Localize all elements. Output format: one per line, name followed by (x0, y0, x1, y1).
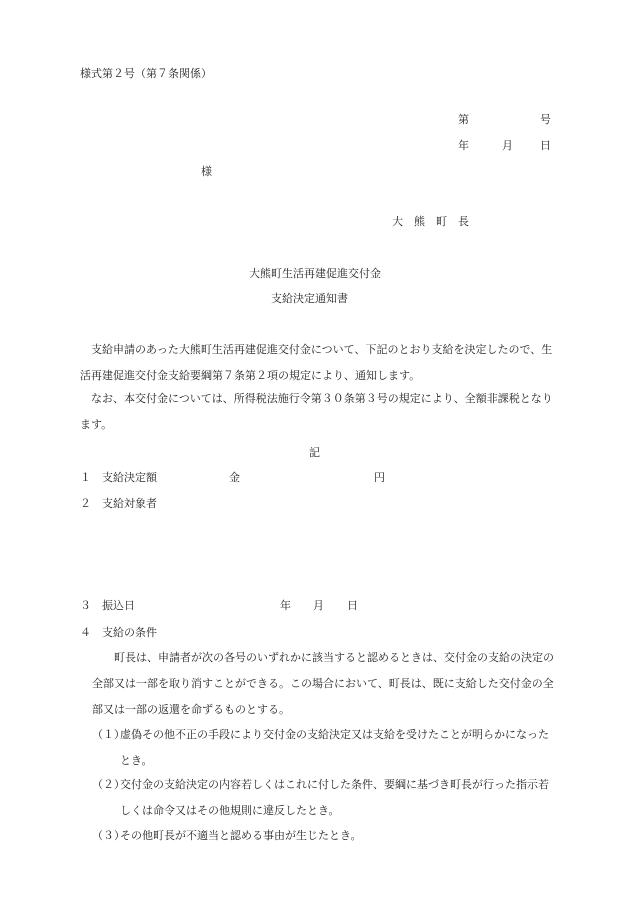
condition-3-text: その他町長が不適当と認める事由が生じたとき。 (120, 829, 362, 842)
date-day: 日 (540, 139, 551, 152)
item-1-label: １ 支給決定額 (80, 471, 157, 484)
condition-1-text: 虚偽その他不正の手段により交付金の支給決定又は支給を受けたことが明らかになったとき。 (120, 728, 549, 767)
body-paragraph-1: 支給申請のあった大熊町生活再建促進交付金について、下記のとおり支給を決定したので、生活再建促進交付金支給要綱第７条第２項の規定により、通知します。 (80, 343, 553, 382)
document-title-line1: 大熊町生活再建促進交付金 (249, 267, 381, 280)
body-paragraph-2: なお、本交付金については、所得税法施行令第３０条第３号の規定により、全額非課税となります。 (80, 392, 553, 431)
date-year: 年 (458, 139, 469, 152)
item-2-label: ２ 支給対象者 (80, 497, 157, 510)
issuer: 大 熊 町 長 (392, 215, 469, 228)
item-1-kin: 金 (229, 471, 240, 484)
number-suffix: 号 (540, 113, 551, 126)
item-3-label: ３ 振込日 (80, 599, 135, 612)
item-1-yen: 円 (374, 471, 385, 484)
date-month: 月 (502, 139, 513, 152)
condition-2-text: 交付金の支給決定の内容若しくはこれに付した条件、要綱に基づき町長が行った指示若しくは命令又はその他規則に違反したとき。 (120, 778, 549, 817)
ki-heading: 記 (309, 446, 320, 459)
document-title-line2: 支給決定通知書 (271, 292, 348, 305)
form-label: 様式第２号（第７条関係） (80, 67, 212, 80)
number-prefix: 第 (458, 113, 469, 126)
item-3-month: 月 (313, 599, 324, 612)
addressee-suffix: 様 (201, 165, 212, 178)
condition-1-number: （１） (92, 728, 125, 741)
conditions-intro: 町長は、申請者が次の各号のいずれかに該当すると認めるときは、交付金の支給の決定の全部又は一部を取り消すことができる。この場合において、町長は、既に支給した交付金の全部又は一部の返還を命ずるものとする。 (92, 651, 554, 716)
condition-2-number: （２） (92, 778, 125, 791)
item-3-year: 年 (280, 599, 291, 612)
item-4-label: ４ 支給の条件 (80, 626, 157, 639)
condition-3-number: （３） (92, 829, 125, 842)
item-3-day: 日 (347, 599, 358, 612)
